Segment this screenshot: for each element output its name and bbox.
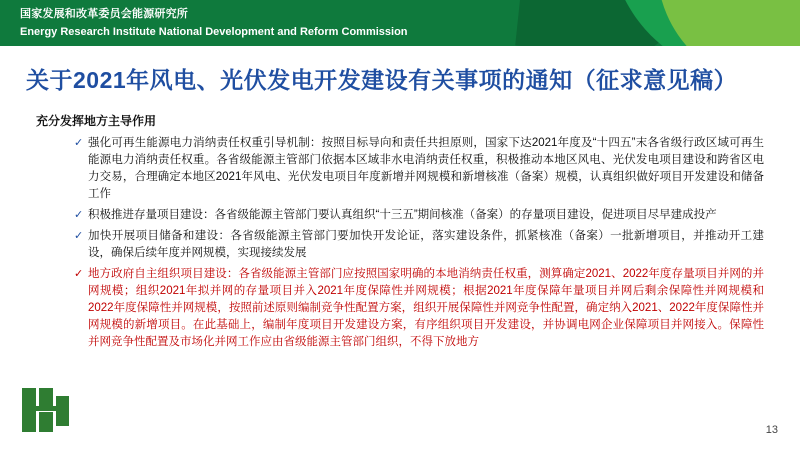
list-item-text: 加快开展项目储备和建设：各省级能源主管部门要加快开发论证，落实建设条件，抓紧核准（备案）一批新增项目，并推动开工建设，确保后续年度并网规模，实现接续发展	[88, 230, 764, 259]
org-name-cn: 国家发展和改革委员会能源研究所	[20, 8, 188, 20]
institute-logo	[22, 388, 70, 432]
page-title: 关于2021年风电、光伏发电开发建设有关事项的通知（征求意见稿）	[26, 67, 738, 93]
logo-shape	[39, 412, 53, 432]
checkmark-icon: ✓	[74, 268, 84, 280]
checkmark-icon: ✓	[74, 230, 84, 242]
header-org-text	[20, 6, 408, 40]
page-number: 13	[765, 424, 778, 436]
checkmark-icon: ✓	[74, 137, 84, 149]
header-decoration-2	[660, 0, 800, 46]
list-item-text: 积极推进存量项目建设：各省级能源主管部门要认真组织“十三五”期间核准（备案）的存量项目建设，促进项目尽早建成投产	[88, 209, 717, 221]
logo-shape	[56, 396, 69, 426]
bullet-list	[74, 135, 764, 355]
section-subtitle: 充分发挥地方主导作用	[36, 114, 157, 128]
checkmark-icon: ✓	[74, 209, 84, 221]
list-item	[74, 207, 764, 224]
list-item-text: 地方政府自主组织项目建设：各省级能源主管部门应按照国家明确的本地消纳责任权重，测算确定2021、2022年度存量项目并网的并网规模；组织2021年拟并网的存量项目并入2021年度保障性并网规模；根据2021年度保障年量项目并网后剩余保障性并网规模和2022年度保障性并网规模，按照前述原则编制竞争性配置方案，组织开展保障性并网竞争性配置，确定纳入2021、2022年度保障性并网规模的新增项目。在此基础上，编制年度项目开发建设方案，有序组织项目开发建设，并协调电网企业保障项目并网接入。保障性并网竞争性配置及市场化并网工作应由省级能源主管部门组织，不得下放地方	[88, 268, 764, 348]
list-item-highlighted	[74, 266, 764, 351]
org-name-en: Energy Research Institute National Development and Reform Commission	[20, 26, 408, 38]
list-item-text: 强化可再生能源电力消纳责任权重引导机制：按照目标导向和责任共担原则，国家下达2021年度及“十四五”末各省级行政区域可再生能源电力消纳责任权重。各省级能源主管部门依据本区域非水电消纳责任权重，积极推动本地区风电、光伏发电项目建设和跨省区电力交易，合理确定本地区2021年风电、光伏发电项目年度新增并网规模和新增核准（备案）规模，认真组织做好项目开发建设和储备工作	[88, 137, 764, 200]
slide-header	[0, 0, 800, 46]
list-item	[74, 228, 764, 262]
list-item	[74, 135, 764, 203]
logo-shape	[39, 388, 53, 408]
logo-shape	[32, 406, 62, 411]
